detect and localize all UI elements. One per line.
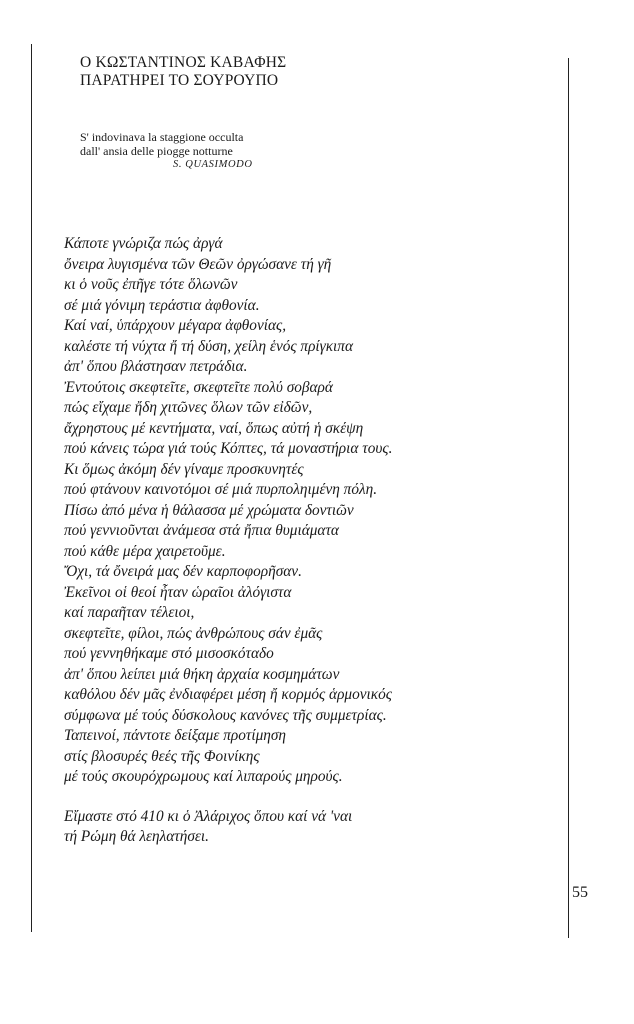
stanza-1 — [64, 234, 392, 788]
poem-line: πού φτάνουν καινοτόμοι σέ μιά πυρποληιμένη πόλη. — [64, 481, 378, 498]
poem-title — [80, 54, 286, 90]
poem-line: κι ὁ νοῦς ἐπῆγε τότε ὅλωνῶν — [64, 276, 238, 293]
poem-line: Κάποτε γνώριζα πώς ἀργά — [64, 235, 223, 252]
poem-line: ὄνειρα λυγισμένα τῶν Θεῶν ὀργώσανε τή γῆ — [64, 255, 332, 273]
epigraph-line-2: dall' ansia delle piogge notturne — [80, 144, 233, 158]
poem-line: ἀπ' ὅπου βλάστησαν πετράδια. — [64, 358, 248, 375]
poem-title-line-2: ΠΑΡΑΤΗΡΕΙ ΤΟ ΣΟΥΡΟΥΠΟ — [80, 72, 279, 89]
poem-line: πού γεννιοῦνται ἀνάμεσα στά ἤπια θυμιάματα — [64, 522, 339, 539]
poem-line: σέ μιά γόνιμη τεράστια ἀφθονία. — [64, 296, 260, 314]
poem-title-line-1: Ο ΚΩΣΤΑΝΤΙΝΟΣ ΚΑΒΑΦΗΣ — [80, 54, 287, 71]
poem-line: πώς εἴχαμε ἤδη χιτῶνες ὅλων τῶν εἰδῶν, — [64, 399, 313, 416]
poem-body — [64, 234, 392, 848]
poem-line: Εἴμαστε στό 410 κι ὁ Ἀλάριχος ὅπου καί νά 'ναι — [64, 807, 353, 825]
poem-line: Πίσω ἀπό μένα ἡ θάλασσα μέ χρώματα δοντιῶν — [64, 501, 354, 519]
poem-line: στίς βλοσυρές θεές τῆς Φοινίκης — [64, 747, 260, 765]
poem-line: πού κάθε μέρα χαιρετοῦμε. — [64, 542, 226, 560]
poem-line: Ἐκεῖνοι οἱ θεοί ἦταν ὡραῖοι ἀλόγιστα — [64, 583, 292, 601]
poem-line: καθόλου δέν μᾶς ἐνδιαφέρει μέση ἤ κορμός ἁρμονικός — [64, 686, 392, 703]
poem-line: ἄχρηστους μέ κεντήματα, ναί, ὅπως αὐτή ἡ σκέψη — [64, 419, 364, 437]
poem-line: καλέστε τή νύχτα ἤ τή δύση, χείλη ἑνός πρίγκιπα — [64, 337, 353, 355]
poem-line: Κι ὅμως ἀκόμη δέν γίναμε προσκυνητές — [64, 460, 304, 478]
poem-line: σκεφτεῖτε, φίλοι, πώς ἀνθρώπους σάν ἐμᾶς — [64, 624, 323, 642]
left-margin-rule — [31, 44, 32, 932]
poem-line: Καί ναί, ὑπάρχουν μέγαρα ἀφθονίας, — [64, 317, 287, 334]
epigraph-author: S. QUASIMODO — [173, 159, 253, 170]
poem-line: σύμφωνα μέ τούς δύσκολους κανόνες τῆς συμμετρίας. — [64, 706, 387, 724]
poem-line: Ταπεινοί, πάντοτε δείξαμε προτίμηση — [64, 727, 286, 744]
epigraph-line-1: S' indovinava la staggione occulta — [80, 130, 244, 144]
stanza-gap — [64, 788, 392, 807]
poem-line: ἀπ' ὅπου λείπει μιά θήκη ἀρχαία κοσμημάτων — [64, 665, 340, 683]
page-number: 55 — [572, 884, 588, 901]
right-margin-rule — [568, 58, 569, 938]
poem-line: μέ τούς σκουρόχρωμους καί λιπαρούς μηρούς. — [64, 768, 343, 785]
poem-line: καί παραῆταν τέλειοι, — [64, 604, 195, 621]
epigraph — [80, 130, 253, 172]
stanza-2 — [64, 807, 392, 848]
poem-line: πού κάνεις τώρα γιά τούς Κόπτες, τά μοναστήρια τους. — [64, 440, 393, 457]
poem-line: πού γεννηθήκαμε στό μισοσκόταδο — [64, 645, 274, 662]
poem-line: Ἐντούτοις σκεφτεῖτε, σκεφτεῖτε πολύ σοβαρά — [64, 378, 333, 396]
poem-line: τή Ρώμη θά λεηλατήσει. — [64, 828, 209, 845]
poem-line: Ὄχι, τά ὄνειρά μας δέν καρποφορῆσαν. — [64, 563, 302, 580]
